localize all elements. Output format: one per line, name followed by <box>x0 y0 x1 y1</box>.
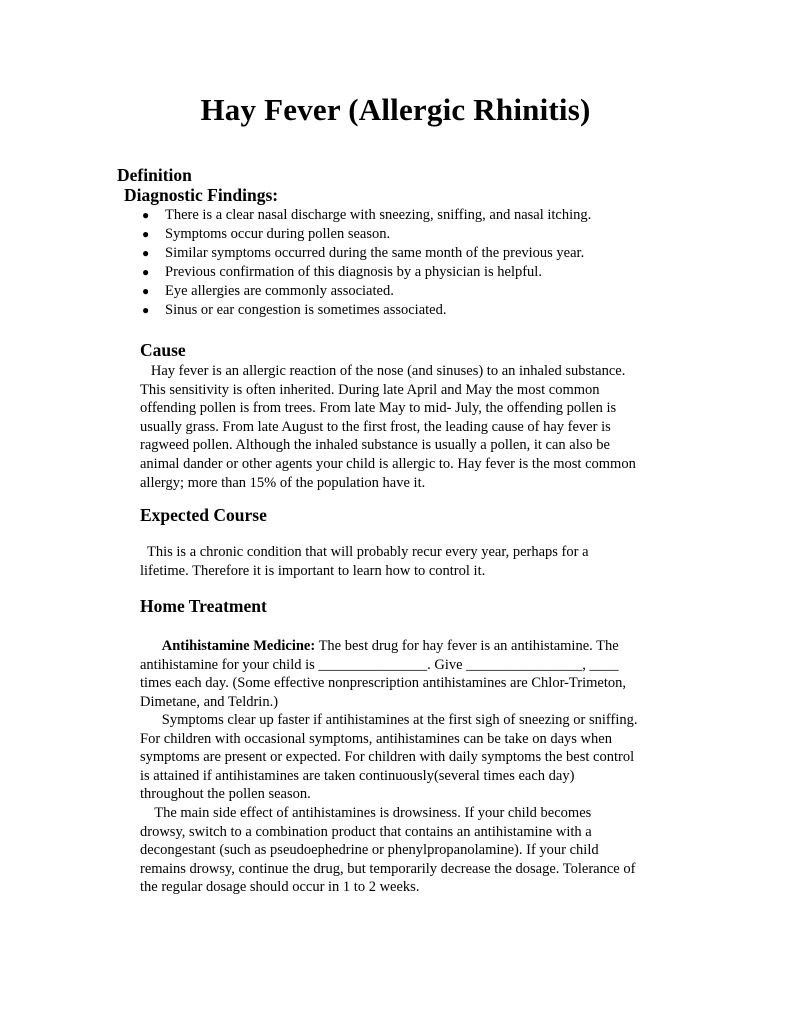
antihistamine-label: Antihistamine Medicine: <box>161 638 316 654</box>
bullet-icon: ● <box>142 284 150 298</box>
definition-heading: Definition <box>117 165 192 185</box>
home-treatment-heading: Home Treatment <box>140 596 267 616</box>
list-item: ● Previous confirmation of this diagnosis by a physician is helpful. <box>142 264 542 280</box>
side-effect-paragraph: The main side effect of antihistamines is drowsiness. If your child becomes drowsy, switch to a combination product that contains an antihistamine with a decongestant (such as pseudoephedrine or phenylpropanolamine). If your child remains drowsy, continue the drug, but temporarily decrease the dosage. Tolerance of the regular dosage should occur in 1 to 2 weeks. <box>140 805 636 896</box>
cause-heading: Cause <box>140 340 186 360</box>
list-item: ● Similar symptoms occurred during the same month of the previous year. <box>142 245 585 261</box>
list-item: ● Sinus or ear congestion is sometimes associated. <box>142 302 447 318</box>
bullet-icon: ● <box>142 303 150 317</box>
bullet-icon: ● <box>142 265 150 279</box>
bullet-icon: ● <box>142 227 150 241</box>
bullet-icon: ● <box>142 246 150 260</box>
expected-course-heading: Expected Course <box>140 505 267 525</box>
bullet-icon: ● <box>142 208 150 222</box>
cause-paragraph: Hay fever is an allergic reaction of the nose (and sinuses) to an inhaled substance. This sensitivity is often inherited. During late April and May the most common offending pollen is from trees. From late May to mid- July, the offending pollen is usually grass. From late August to the first frost, the leading cause of hay fever is ragweed pollen. Although the inhaled substance is usually a pollen, it can also be animal dander or other agents your child is allergic to. Hay fever is the most common allergy; more than 15% of the population have it. <box>140 363 636 491</box>
list-item: ● Symptoms occur during pollen season. <box>142 226 391 242</box>
page-title: Hay Fever (Allergic Rhinitis) <box>200 92 591 127</box>
findings-list <box>140 206 591 320</box>
diagnostic-findings-heading: Diagnostic Findings: <box>124 185 279 205</box>
list-item: ● There is a clear nasal discharge with sneezing, sniffing, and nasal itching. <box>142 207 592 223</box>
symptoms-paragraph: Symptoms clear up faster if antihistamines at the first sigh of sneezing or sniffing. For children with occasional symptoms, antihistamines can be take on days when symptoms are present or expected. For children with daily symptoms the best control is attained if antihistamines are taken continuously(several times each day) throughout the pollen season. <box>140 712 638 803</box>
list-item: ● Eye allergies are commonly associated. <box>142 283 394 299</box>
antihistamine-paragraph: Antihistamine Medicine: The best drug for hay fever is an antihistamine. The antihistamine for your child is _______________. Give ________________, ____ times each day. (Some effective nonprescription antihistamines are Chlor-Trimeton, Dimetane, and Teldrin.) <box>140 638 627 710</box>
expected-course-paragraph: This is a chronic condition that will probably recur every year, perhaps for a lifetime. Therefore it is important to learn how to control it. <box>140 544 589 579</box>
